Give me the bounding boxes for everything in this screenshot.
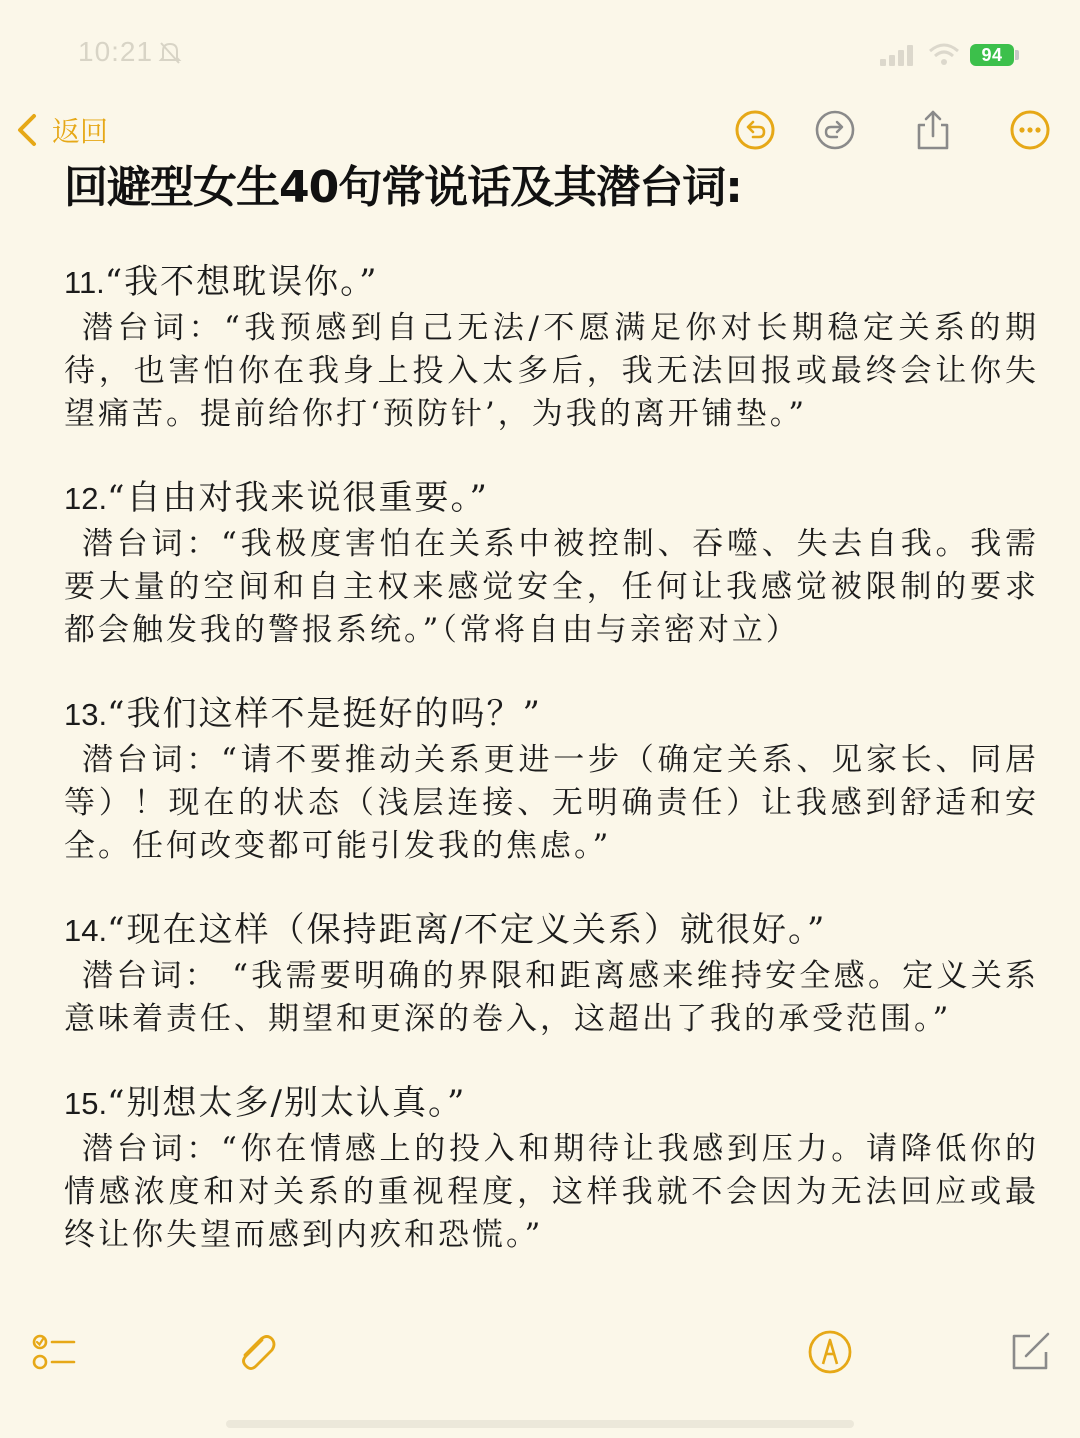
note-item <box>64 258 1039 436</box>
paperclip-icon <box>232 1328 280 1376</box>
item-quote: “自由对我来说很重要。” <box>107 478 489 518</box>
item-heading <box>64 1079 1039 1128</box>
status-time: 10:21 <box>78 36 154 67</box>
more-button[interactable] <box>1008 108 1052 152</box>
share-icon <box>911 108 955 152</box>
status-bar <box>0 0 1080 100</box>
attach-button[interactable] <box>232 1328 280 1376</box>
item-heading <box>64 474 1039 523</box>
undo-button[interactable] <box>733 108 777 152</box>
item-subtext: 潜台词： “我需要明确的界限和距离感来维持安全感。定义关系意味着责任、期望和更深的卷入，这超出了我的承受范围。” <box>64 958 1039 1037</box>
note-item <box>64 906 1039 1041</box>
bottom-toolbar <box>0 1320 1080 1380</box>
item-number: 12. <box>64 481 108 516</box>
share-button[interactable] <box>911 108 955 152</box>
nav-bar <box>0 100 1080 160</box>
markup-button[interactable] <box>806 1328 854 1376</box>
compose-button[interactable] <box>1006 1328 1054 1376</box>
pen-markup-icon <box>806 1328 854 1376</box>
item-heading <box>64 258 1039 307</box>
note-item <box>64 474 1039 652</box>
item-heading <box>64 690 1039 739</box>
home-indicator[interactable] <box>226 1420 854 1428</box>
redo-button[interactable] <box>813 108 857 152</box>
item-quote: “我不想耽误你。” <box>104 262 379 302</box>
battery-level: 94 <box>970 44 1014 66</box>
back-label: 返回 <box>52 115 109 148</box>
item-quote: “我们这样不是挺好的吗？” <box>107 694 542 734</box>
back-button[interactable] <box>14 112 108 148</box>
item-number: 13. <box>64 697 108 732</box>
item-number: 14. <box>64 913 108 948</box>
bell-slash-icon <box>158 40 182 66</box>
item-number: 11. <box>64 265 105 300</box>
item-subtext: 潜台词：“我预感到自己无法/不愿满足你对长期稳定关系的期待，也害怕你在我身上投入太多后，我无法回报或最终会让你失望痛苦。提前给你打‘预防针’，为我的离开铺垫。” <box>64 310 1039 432</box>
item-subtext: 潜台词：“我极度害怕在关系中被控制、吞噬、失去自我。我需要大量的空间和自主权来感觉安全，任何让我感觉被限制的要求都会触发我的警报系统。”（常将自由与亲密对立） <box>64 526 1039 648</box>
signal-icon <box>880 44 916 66</box>
note-item <box>64 1079 1039 1257</box>
checklist-icon <box>30 1328 78 1376</box>
undo-icon <box>733 108 777 152</box>
battery-tip <box>1015 50 1019 60</box>
note-title[interactable]: 回避型女生40句常说话及其潜台词: <box>64 162 742 213</box>
item-subtext: 潜台词：“请不要推动关系更进一步（确定关系、见家长、同居等）！现在的状态（浅层连接、无明确责任）让我感到舒适和安全。任何改变都可能引发我的焦虑。” <box>64 742 1039 864</box>
more-icon <box>1008 108 1052 152</box>
chevron-left-icon <box>14 113 40 147</box>
note-item <box>64 690 1039 868</box>
redo-icon <box>813 108 857 152</box>
item-subtext: 潜台词：“你在情感上的投入和期待让我感到压力。请降低你的情感浓度和对关系的重视程度，这样我就不会因为无法回应或最终让你失望而感到内疚和恐慌。” <box>64 1131 1039 1253</box>
wifi-icon <box>928 42 960 66</box>
item-quote: “别想太多/别太认真。” <box>107 1083 467 1123</box>
checklist-button[interactable] <box>30 1328 78 1376</box>
item-number: 15. <box>64 1086 108 1121</box>
note-body[interactable] <box>64 258 1039 1295</box>
item-quote: “现在这样（保持距离/不定义关系）就很好。” <box>107 910 827 950</box>
compose-icon <box>1006 1328 1054 1376</box>
item-heading <box>64 906 1039 955</box>
